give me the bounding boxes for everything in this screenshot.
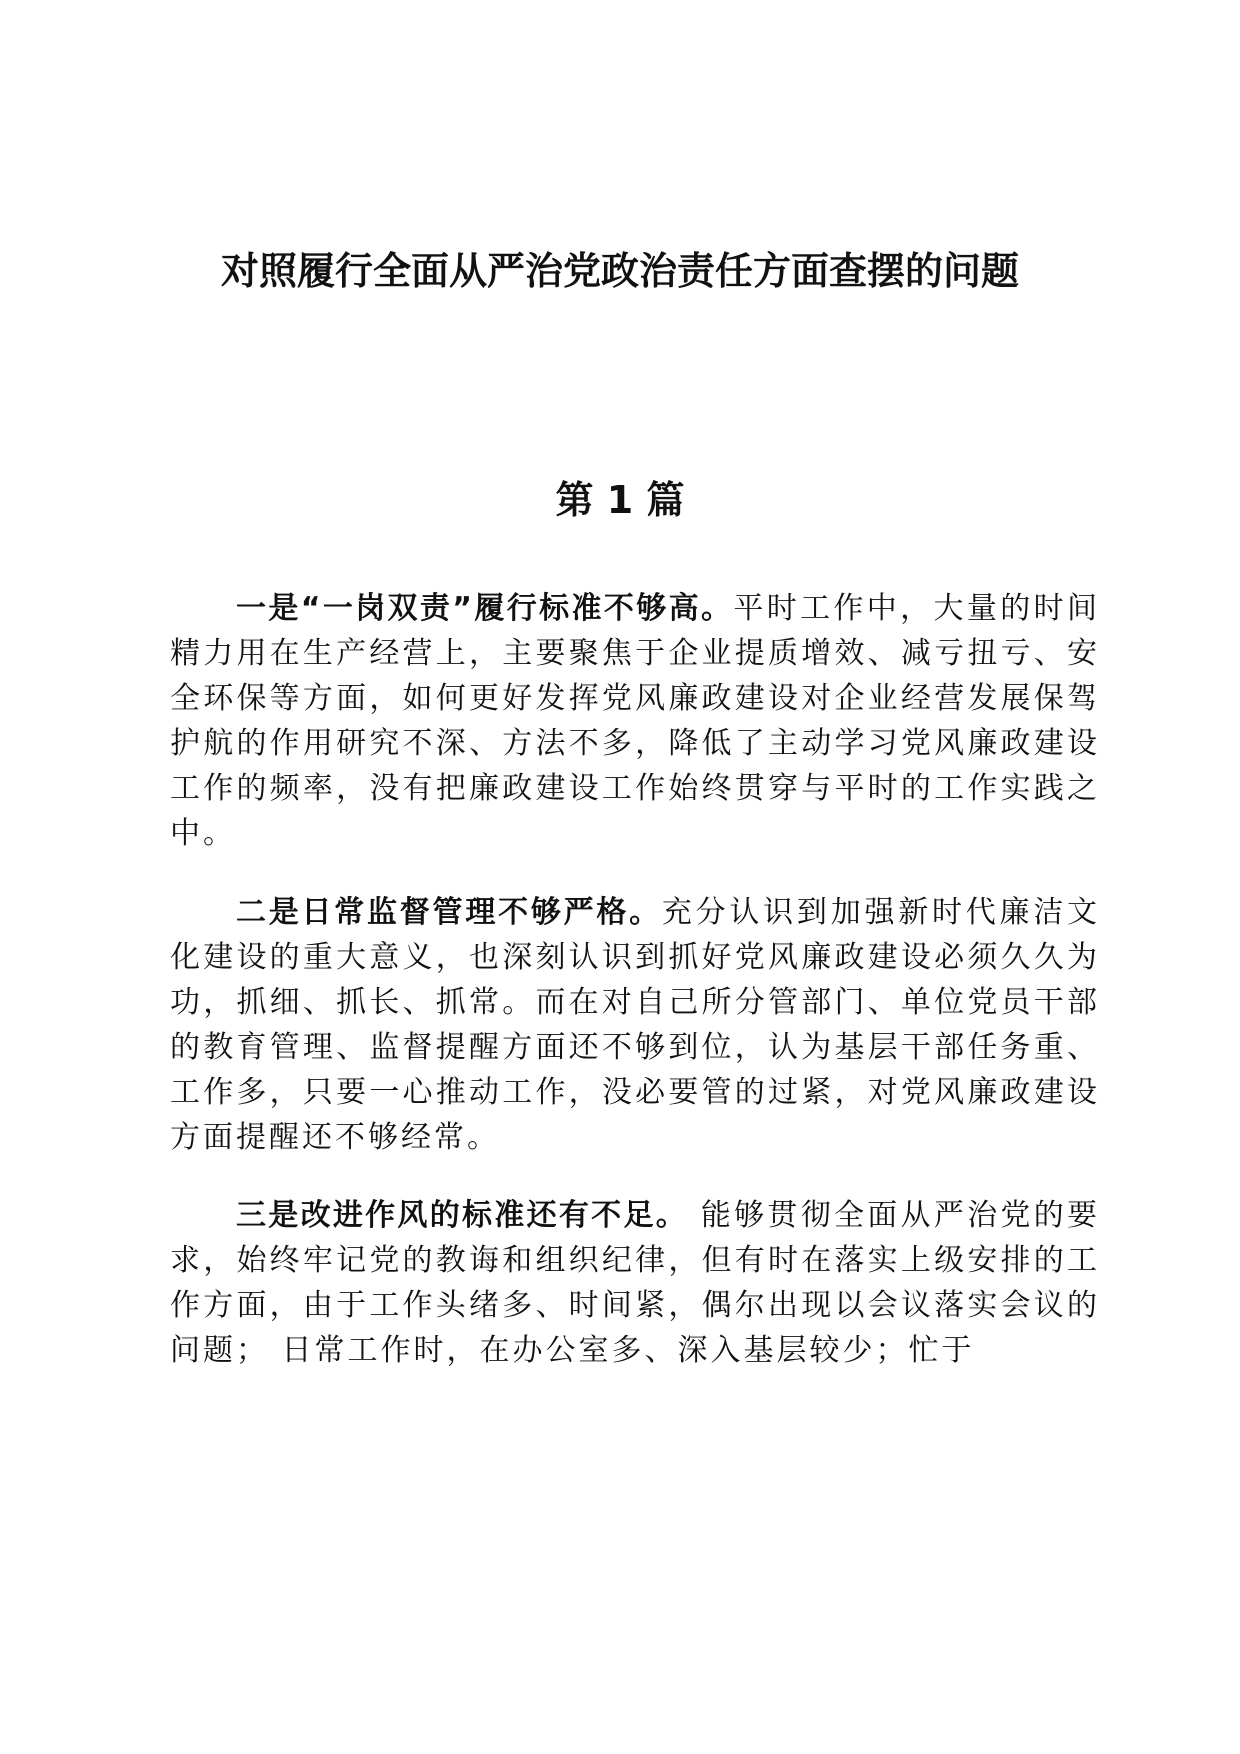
- paragraph-1-body: 平时工作中，大量的时间精力用在生产经营上，主要聚焦于企业提质增效、减亏扭亏、安全环保等方面，如何更好发挥党风廉政建设对企业经营发展保驾护航的作用研究不深、方法不多，降低了主动学习党风廉政建设工作的频率，没有把廉政建设工作始终贯穿与平时的工作实践之中。: [170, 591, 1101, 851]
- paragraph-3: [170, 1193, 1100, 1373]
- paragraph-2-body: 充分认识到加强新时代廉洁文化建设的重大意义，也深刻认识到抓好党风廉政建设必须久久为功，抓细、抓长、抓常。而在对自己所分管部门、单位党员干部的教育管理、监督提醒方面还不够到位，认为基层干部任务重、工作多，只要一心推动工作，没必要管的过紧，对党风廉政建设方面提醒还不够经常。: [170, 895, 1101, 1155]
- paragraph-3-body: 能够贯彻全面从严治党的要求，始终牢记党的教诲和组织纪律，但有时在落实上级安排的工作方面，由于工作头绪多、时间紧，偶尔出现以会议落实会议的问题； 日常工作时，在办公室多、深入基层较少；忙于: [170, 1198, 1100, 1368]
- paragraph-1-lead: 一是“一岗双责”履行标准不够高。: [236, 591, 734, 626]
- paragraph-2-lead: 二是日常监督管理不够严格。: [236, 895, 662, 930]
- paragraph-3-lead: 三是改进作风的标准还有不足。: [236, 1198, 689, 1233]
- paragraph-2: [170, 890, 1100, 1160]
- document-title: 对照履行全面从严治党政治责任方面查摆的问题: [220, 249, 1019, 293]
- section-title: 第 1 篇: [555, 478, 685, 522]
- paragraph-1: [170, 586, 1100, 856]
